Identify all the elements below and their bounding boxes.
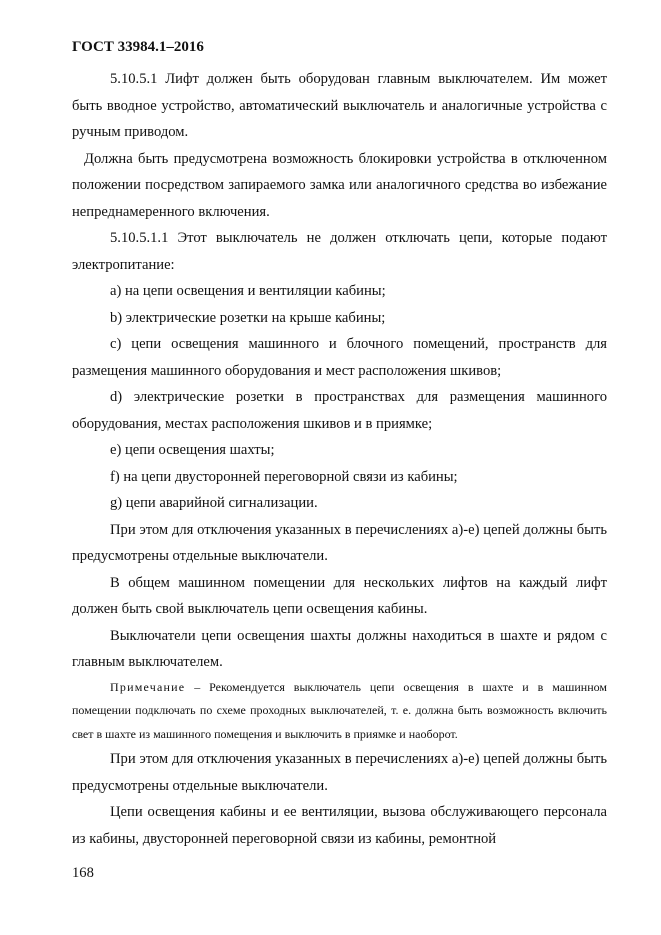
list-item-c: c) цепи освещения машинного и блочного помещений, пространств для размещения машинного оборудования и мест расположения шкивов;: [72, 336, 607, 379]
list-item-e: e) цепи освещения шахты;: [110, 442, 275, 458]
paragraph-cabin-circuits: Цепи освещения кабины и ее вентиляции, вызова обслуживающего персонала из кабины, двусторонней переговорной связи из кабины, ремонтной: [72, 804, 607, 847]
list-item-g: g) цепи аварийной сигнализации.: [110, 495, 318, 511]
paragraph-shaft-lighting-switches: Выключатели цепи освещения шахты должны находиться в шахте и рядом с главным выключателем.: [72, 627, 607, 670]
paragraph-5-10-5-1-1: 5.10.5.1.1 Этот выключатель не должен отключать цепи, которые подают электропитание:: [72, 230, 607, 273]
page-number: 168: [72, 865, 94, 881]
document-code-header: ГОСТ 33984.1–2016: [72, 39, 204, 55]
paragraph-common-machine-room: В общем машинном помещении для нескольких лифтов на каждый лифт должен быть свой выключатель цепи освещения кабины.: [72, 574, 607, 617]
paragraph-separate-switches: При этом для отключения указанных в перечислениях a)-e) цепей должны быть предусмотрены отдельные выключатели.: [72, 521, 607, 564]
note: [72, 676, 607, 747]
list-item-a: a) на цепи освещения и вентиляции кабины;: [110, 283, 386, 299]
paragraph-lock-requirement: Должна быть предусмотрена возможность блокировки устройства в отключенном положении посредством запираемого замка или аналогичного средства во избежание непреднамеренного включения.: [72, 150, 607, 220]
paragraph-separate-switches-repeat: При этом для отключения указанных в перечислениях a)-e) цепей должны быть предусмотрены отдельные выключатели.: [72, 751, 607, 794]
document-page: [72, 38, 607, 852]
list-item-f: f) на цепи двусторонней переговорной связи из кабины;: [110, 468, 458, 485]
list-item-b: b) электрические розетки на крыше кабины;: [110, 309, 386, 326]
note-label: Примечание: [110, 679, 186, 694]
list-item-d: d) электрические розетки в пространствах для размещения машинного оборудования, местах расположения шкивов и в приямке;: [72, 389, 607, 432]
paragraph-5-10-5-1: 5.10.5.1 Лифт должен быть оборудован главным выключателем. Им может быть вводное устройство, автоматический выключатель и аналогичные устройства с ручным приводом.: [72, 71, 607, 140]
note-text: – Рекомендуется выключатель цепи освещения в шахте и в машинном помещении подключать по схеме проходных выключателей, т. е. должна быть возможность включить свет в шахте из машинного помещения и выключить в приямке и наоборот.: [72, 679, 607, 741]
